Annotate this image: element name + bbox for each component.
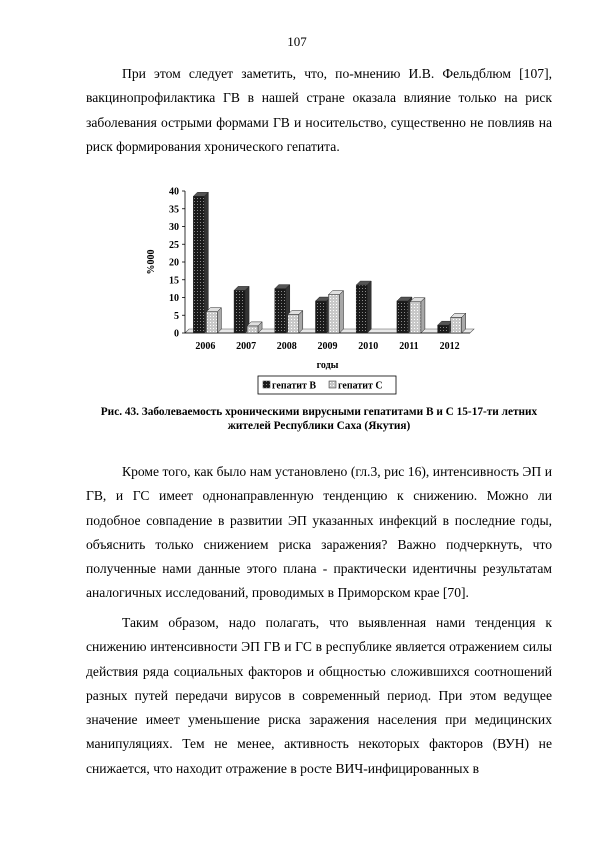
legend-swatch xyxy=(263,381,270,388)
chart-bar xyxy=(356,281,371,333)
bar-side xyxy=(217,308,221,333)
y-tick-label: 5 xyxy=(174,310,179,322)
chart-bar xyxy=(451,313,466,333)
bar-front xyxy=(356,285,367,333)
x-axis-label: годы xyxy=(316,360,339,371)
x-tick-label: 2008 xyxy=(276,341,297,352)
bar-side xyxy=(367,281,371,333)
bar-front xyxy=(193,196,204,333)
bar-front xyxy=(206,312,217,333)
page-number: 107 xyxy=(287,34,307,49)
chart-bar xyxy=(247,322,262,333)
y-axis-label: %000 xyxy=(146,249,157,275)
paragraph-2: Кроме того, как было нам установлено (гл.3, рис 16), интенсивность ЭП и ГВ, и ГС имеет однонаправленную тенденцию к снижению. Можно ли подобное совпадение в развитии ЭП указанных инфекций в последние годы, объяснить только снижением риска заражения? Важно подчеркнуть, что полученные нами данные этого плана - практически идентичны результатам аналогичных исследований, проводимых в Приморском крае [70]. xyxy=(86,464,552,601)
y-tick-label: 40 xyxy=(169,186,179,198)
bar-front xyxy=(275,289,286,333)
legend-label: гепатит В xyxy=(272,380,317,392)
paragraph-1: При этом следует заметить, что, по-мнению И.В. Фельдблюм [107], вакцинопрофилактика ГВ в нашей стране оказала влияние только на риск заболевания острыми формами ГВ и носительство, существенно не повлияв на риск формирования хронического гепатита. xyxy=(86,66,552,154)
y-tick-label: 30 xyxy=(169,222,179,233)
x-tick-label: 2012 xyxy=(439,341,460,352)
bar-front xyxy=(329,295,340,333)
bar-front xyxy=(410,302,421,333)
x-tick-label: 2007 xyxy=(236,341,257,352)
bar-front xyxy=(438,325,449,333)
x-tick-label: 2010 xyxy=(358,341,379,352)
paragraph-3: Таким образом, надо полагать, что выявленная нами тенденция к снижению интенсивности ЭП ГВ и ГС в республике является отражением силы действия ряда социальных факторов и общностью сложившихся соотношений разных путей передачи вирусов в современный период. При этом ведущее значение имеет уменьшение риска заражения населения при медицинских манипуляциях. Тем не менее, активность некоторых факторов (ВУН) не снижается, что находит отражение в росте ВИЧ-инфицированных в xyxy=(86,615,552,776)
bar-front xyxy=(288,315,299,333)
bar-side xyxy=(421,298,425,333)
bar-front xyxy=(247,326,258,333)
chart-bar xyxy=(288,311,303,333)
x-tick-label: 2009 xyxy=(317,341,338,352)
y-tick-label: 25 xyxy=(169,239,179,251)
chart-bar xyxy=(275,285,290,333)
y-tick-label: 0 xyxy=(174,328,179,340)
legend-swatch xyxy=(329,381,336,388)
figure-chart xyxy=(140,183,480,398)
chart-bar xyxy=(410,298,425,333)
y-tick-label: 15 xyxy=(169,275,179,287)
bar-chart xyxy=(140,183,480,398)
y-tick-label: 10 xyxy=(169,293,179,304)
bar-side xyxy=(299,311,303,333)
bar-front xyxy=(397,301,408,333)
bar-front xyxy=(234,290,245,333)
bar-side xyxy=(340,291,344,333)
y-tick-label: 20 xyxy=(169,257,179,269)
chart-bar xyxy=(206,308,221,333)
x-tick-label: 2011 xyxy=(399,341,419,352)
legend-label: гепатит С xyxy=(338,380,383,392)
figure-caption: Рис. 43. Заболеваемость хроническими вирусными гепатитами В и С 15-17-ти летних жителей Республики Саха (Якутия) xyxy=(100,406,538,432)
x-tick-label: 2006 xyxy=(195,341,216,352)
bar-front xyxy=(316,301,327,333)
bar-front xyxy=(451,317,462,333)
y-tick-label: 35 xyxy=(169,204,179,216)
chart-bar xyxy=(329,291,344,333)
